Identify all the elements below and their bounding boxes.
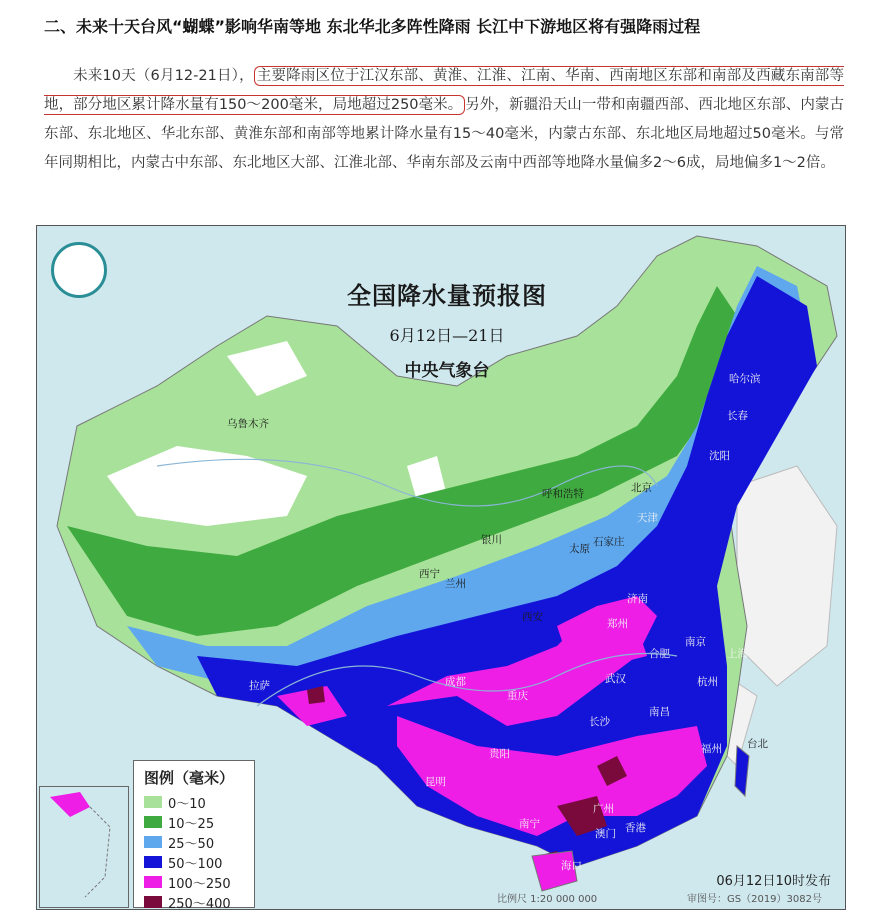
city-label: 重庆 xyxy=(507,690,528,702)
city-label: 福州 xyxy=(701,743,722,755)
legend-title: 图例（毫米） xyxy=(144,769,235,787)
map-approval: 审图号：GS（2019）3082号 xyxy=(687,894,822,905)
precipitation-map xyxy=(36,225,846,910)
legend-item xyxy=(144,792,254,812)
city-label: 天津 xyxy=(637,512,658,524)
legend-item xyxy=(144,892,254,910)
city-label: 杭州 xyxy=(697,676,718,688)
legend-item xyxy=(144,872,254,892)
map-title-block xyxy=(287,276,607,381)
map-title: 全国降水量预报图 xyxy=(347,281,547,310)
legend-label: 250～400 xyxy=(168,896,231,910)
city-label: 沈阳 xyxy=(709,450,730,462)
city-label: 乌鲁木齐 xyxy=(227,418,269,430)
map-agency: 中央气象台 xyxy=(404,361,490,381)
city-label: 昆明 xyxy=(425,776,446,788)
legend-item xyxy=(144,852,254,872)
city-label: 拉萨 xyxy=(249,680,270,692)
legend-item xyxy=(144,832,254,852)
city-label: 呼和浩特 xyxy=(542,488,584,500)
city-label: 哈尔滨 xyxy=(729,373,761,385)
map-legend xyxy=(133,760,255,908)
city-label: 贵阳 xyxy=(489,748,510,760)
city-label: 上海 xyxy=(727,648,748,660)
map-scale: 比例尺 1:20 000 000 xyxy=(497,894,598,905)
city-label: 长春 xyxy=(727,410,748,422)
city-label: 海口 xyxy=(561,860,582,872)
inset-map xyxy=(40,787,128,907)
city-label: 成都 xyxy=(445,676,466,688)
para-highlight: 主要降雨区位于江汉东部、黄淮、江淮、江南、华南、西南地区东部和南部及西藏东南部等地，部分地区累计降水量有150～200毫米，局地超过250毫米。 xyxy=(44,68,844,113)
city-label: 澳门 xyxy=(595,828,616,840)
city-label: 台北 xyxy=(747,738,768,750)
legend-label: 50～100 xyxy=(168,856,223,872)
article-paragraph xyxy=(44,62,844,178)
city-label: 南京 xyxy=(685,636,706,648)
cma-logo-icon xyxy=(51,242,107,298)
south-china-sea-inset xyxy=(39,786,129,908)
city-label: 济南 xyxy=(627,593,648,605)
map-date-range: 6月12日—21日 xyxy=(389,326,505,345)
issue-time: 06月12日10时发布 xyxy=(716,874,831,889)
city-label: 南宁 xyxy=(519,818,540,830)
legend-label: 25～50 xyxy=(168,836,215,852)
city-label: 长沙 xyxy=(589,716,610,728)
city-label: 武汉 xyxy=(605,673,626,685)
city-label: 广州 xyxy=(593,803,614,815)
legend-label: 10～25 xyxy=(168,816,215,832)
city-label: 南昌 xyxy=(649,706,670,718)
city-label: 郑州 xyxy=(607,618,628,630)
legend-label: 0～10 xyxy=(168,796,206,812)
city-label: 香港 xyxy=(625,822,646,834)
city-label: 西安 xyxy=(522,611,543,623)
para-rest: 另外，新疆沿天山一带和南疆西部、西北地区东部、内蒙古东部、东北地区、华北东部、黄淮东部和南部等地累计降水量有15～40毫米，内蒙古东部、东北地区局地超过50毫米。与常年同期相比，内蒙古中东部、东北地区大部、江淮北部、华南东部及云南中西部等地降水量偏多2～6成，局地偏多1～2倍。 xyxy=(44,97,844,171)
legend-label: 100～250 xyxy=(168,876,231,892)
city-label: 石家庄 xyxy=(593,536,625,548)
city-label: 银川 xyxy=(481,534,502,546)
article-heading: 二、未来十天台风“蝴蝶”影响华南等地 东北华北多阵性降雨 长江中下游地区将有强降雨过程 xyxy=(44,17,701,36)
para-lead: 未来10天（6月12-21日）， xyxy=(73,68,254,84)
city-label: 兰州 xyxy=(445,578,466,590)
city-label: 北京 xyxy=(631,482,652,494)
legend-item xyxy=(144,812,254,832)
city-label: 合肥 xyxy=(649,648,670,660)
city-label: 西宁 xyxy=(419,568,440,580)
city-label: 太原 xyxy=(569,543,590,555)
